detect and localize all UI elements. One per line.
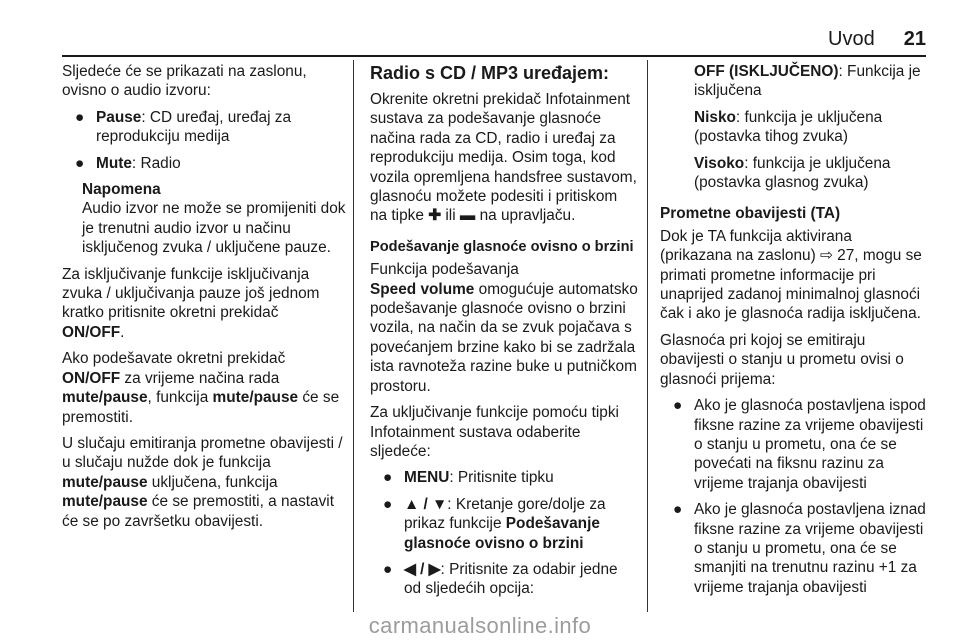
bullet-icon: ● xyxy=(673,501,683,519)
minus-icon: ▬ xyxy=(459,207,476,225)
section-heading: Radio s CD / MP3 uređajem: xyxy=(370,63,610,83)
header-divider xyxy=(62,55,926,57)
intro-paragraph: Sljedeće će se prikazati na zaslonu, ovisno o audio izvoru: xyxy=(62,63,307,100)
watermark: carmanualsonline.info xyxy=(368,613,592,638)
option-off: OFF (ISKLJUČENO): Funkcija je isključena xyxy=(694,63,921,100)
option-high: Visoko: funkcija je uključena (postavka glasnog zvuka) xyxy=(694,154,891,192)
list-item: ● Pause: CD uređaj, uređaj za reprodukciju medija xyxy=(75,108,292,146)
bullet-icon: ● xyxy=(75,154,85,172)
sub-heading: Prometne obavijesti (TA) xyxy=(660,205,841,223)
column-divider-2 xyxy=(647,60,648,612)
section-title: Uvod xyxy=(828,28,875,50)
bullet-icon: ● xyxy=(383,560,393,578)
column-2 xyxy=(370,62,638,606)
paragraph: Okrenite okretni prekidač Infotainment sustava za podešavanje glasnoće načina rada za CD, radio i uređaj za reprodukciju medija. Osim toga, kod vozila opremljena handsfree sustavom, glasnoću možete podesiti i pritiskom na tipke ✚ ili ▬ na upravljaču. xyxy=(370,91,637,225)
note-box xyxy=(62,180,350,258)
source-list xyxy=(62,108,350,173)
column-divider-1 xyxy=(353,60,354,612)
sub-heading: Podešavanje glasnoće ovisno o brzini xyxy=(370,238,634,255)
bullet-icon: ● xyxy=(673,397,683,415)
up-down-arrows-icon: ▲ / ▼ xyxy=(404,495,448,513)
paragraph: Ako podešavate okretni prekidač ON/OFF za vrijeme načina rada mute/pause, funkcija mute/pause će se premostiti. xyxy=(62,350,340,426)
page-reference: ⇨ 27 xyxy=(819,247,855,265)
list-item: ● ▲ / ▼: Kretanje gore/dolje za prikaz funkcije Podešavanje glasnoće ovisno o brzini xyxy=(383,495,606,552)
paragraph: Za uključivanje funkcije pomoću tipki Infotainment sustava odaberite sljedeće: xyxy=(370,404,619,460)
list-item: ● MENU: Pritisnite tipku xyxy=(383,469,554,487)
list-item: ● Ako je glasnoća postavljena iznad fiksne razine za vrijeme obavijesti o stanju u prometu, ona će se smanjiti na trenutnu razinu +1 za vrijeme trajanja obavijesti xyxy=(673,501,926,596)
paragraph: Dok je TA funkcija aktivirana (prikazana na zaslonu) ⇨ 27, mogu se primati prometne informacije pri unaprijed zadanoj minimalnoj glasnoći čak i ako je glasnoća radija isključena. xyxy=(660,227,922,323)
page-number: 21 xyxy=(903,28,926,50)
bullet-icon: ● xyxy=(383,469,393,487)
page-header xyxy=(0,0,960,60)
option-low: Nisko: funkcija je uključena (postavka tihog zvuka) xyxy=(694,108,883,146)
left-right-arrows-icon: ◀ / ▶ xyxy=(404,560,441,578)
list-item: ● Mute: Radio xyxy=(75,154,181,172)
column-1 xyxy=(62,62,350,538)
list-item: ● Ako je glasnoća postavljena ispod fiksne razine za vrijeme obavijesti o stanju u prometu, ona će se povećati na fiksnu razinu za vrijeme trajanja obavijesti xyxy=(673,397,926,492)
paragraph: Glasnoća pri kojoj se emitiraju obavijesti o stanju u prometu ovisi o glasnoći prijema: xyxy=(660,331,904,388)
steps-list xyxy=(370,468,638,598)
note-text: Audio izvor ne može se promijeniti dok je trenutni audio izvor u načinu isključenog zvuka / uključene pauze. xyxy=(82,200,346,257)
note-title: Napomena xyxy=(82,181,161,199)
list-item: ● ◀ / ▶: Pritisnite za odabir jedne od sljedećih opcija: xyxy=(383,560,618,598)
volume-list xyxy=(660,396,928,597)
bullet-icon: ● xyxy=(75,108,85,126)
plus-icon: ✚ xyxy=(428,207,442,225)
bullet-icon: ● xyxy=(383,495,393,513)
paragraph: Funkcija podešavanja Speed volume omogućuje automatsko podešavanje glasnoće ovisno o brzini vozila, na način da se zvuk pojačava s povećanjem brzine kako bi se zadržala ista ravnoteža razine buke u putničkom prostoru. xyxy=(370,261,638,395)
paragraph: Za isključivanje funkcije isključivanja zvuka / uključivanja pauze još jednom kratko pritisnite okretni prekidač ON/OFF. xyxy=(62,265,320,341)
paragraph: U slučaju emitiranja prometne obavijesti / u slučaju nužde dok je funkcija mute/pause uključena, funkcija mute/pause će se premostiti, a nastavit će se po završetku obavijesti. xyxy=(62,434,343,530)
column-3 xyxy=(660,62,928,604)
